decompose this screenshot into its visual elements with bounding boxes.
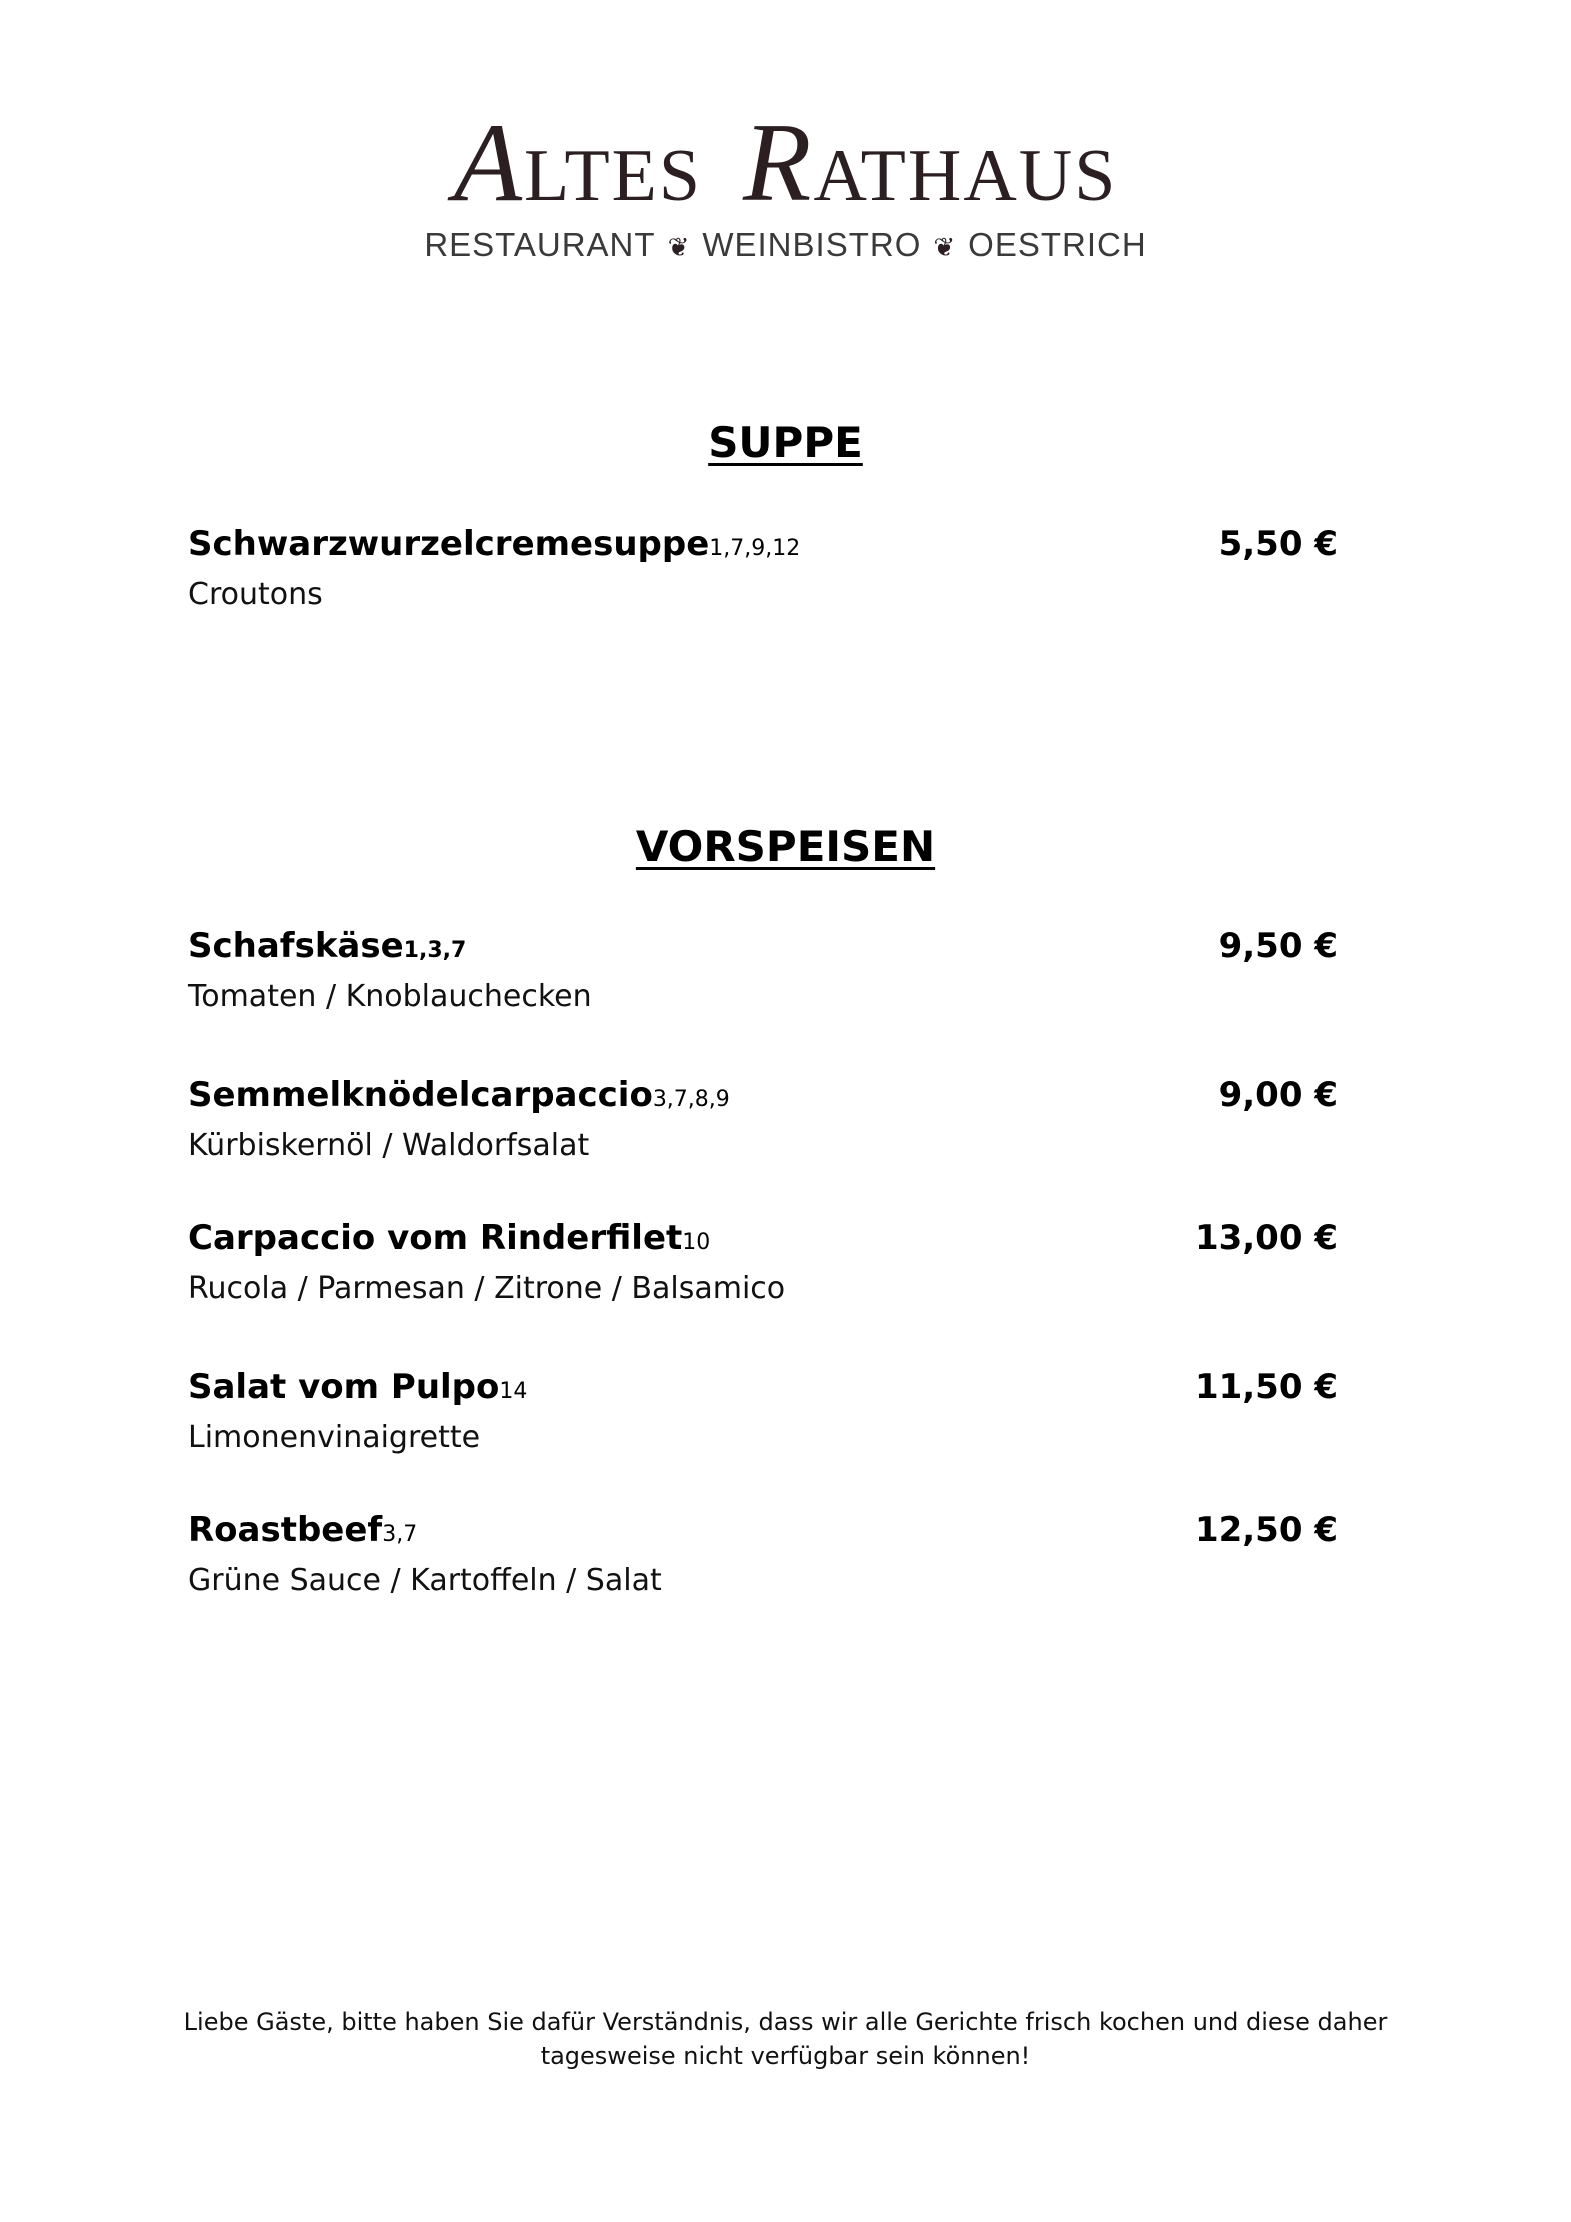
logo-word-altes: LTES [524, 135, 703, 217]
restaurant-logo [0, 101, 1571, 267]
logo-sub-weinbistro: WEINBISTRO [702, 226, 922, 263]
allergen-codes: 1,7,9,12 [709, 536, 801, 561]
item-name: Semmelknödelcarpaccio3,7,8,9 [188, 1075, 730, 1115]
footer-note-line-2: tagesweise nicht verfügbar sein können! [540, 2042, 1031, 2070]
item-price: 11,50 € [1194, 1367, 1338, 1407]
menu-item [188, 520, 1338, 617]
logo-sub-restaurant: RESTAURANT [424, 226, 656, 263]
menu-item [188, 1214, 1338, 1311]
item-description: Grüne Sauce / Kartoffeln / Salat [188, 1563, 662, 1598]
item-description: Tomaten / Knoblauchecken [188, 979, 592, 1014]
menu-item [188, 1363, 1338, 1460]
logo-initial-r: R [743, 101, 814, 225]
clover-separator-icon: ❦ [933, 232, 957, 262]
allergen-codes: 1,3,7 [403, 938, 467, 963]
logo-sub-oestrich: OESTRICH [968, 226, 1147, 263]
item-name: Salat vom Pulpo14 [188, 1367, 528, 1407]
item-name: Schafskäse1,3,7 [188, 926, 467, 966]
menu-item [188, 1071, 1338, 1168]
logo-initial-a: A [453, 101, 525, 225]
section-title-vorspeisen: VORSPEISEN [635, 822, 936, 871]
footer-note [140, 2005, 1431, 2073]
section-title-suppe: SUPPE [708, 418, 863, 467]
item-price: 13,00 € [1194, 1218, 1338, 1258]
item-name: Schwarzwurzelcremesuppe1,7,9,12 [188, 524, 801, 564]
allergen-codes: 10 [682, 1230, 711, 1255]
item-description: Kürbiskernöl / Waldorfsalat [188, 1128, 590, 1163]
item-description: Rucola / Parmesan / Zitrone / Balsamico [188, 1271, 786, 1306]
item-description: Croutons [188, 577, 323, 612]
item-name: Carpaccio vom Rinderfilet10 [188, 1218, 711, 1258]
item-price: 9,00 € [1218, 1075, 1338, 1115]
item-price: 12,50 € [1194, 1510, 1338, 1550]
logo-subtitle [0, 225, 1571, 267]
allergen-codes: 3,7 [382, 1522, 418, 1547]
item-description: Limonenvinaigrette [188, 1420, 481, 1455]
item-price: 9,50 € [1218, 926, 1338, 966]
allergen-codes: 14 [499, 1379, 528, 1404]
logo-title [0, 101, 1571, 225]
allergen-codes: 3,7,8,9 [652, 1087, 730, 1112]
menu-item [188, 1506, 1338, 1603]
clover-separator-icon: ❦ [667, 232, 691, 262]
menu-item [188, 922, 1338, 1019]
item-price: 5,50 € [1218, 524, 1338, 564]
logo-word-rathaus: ATHAUS [813, 135, 1118, 217]
footer-note-line-1: Liebe Gäste, bitte haben Sie dafür Verständnis, dass wir alle Gerichte frisch kochen und diese daher [183, 2008, 1388, 2036]
item-name: Roastbeef3,7 [188, 1510, 418, 1550]
